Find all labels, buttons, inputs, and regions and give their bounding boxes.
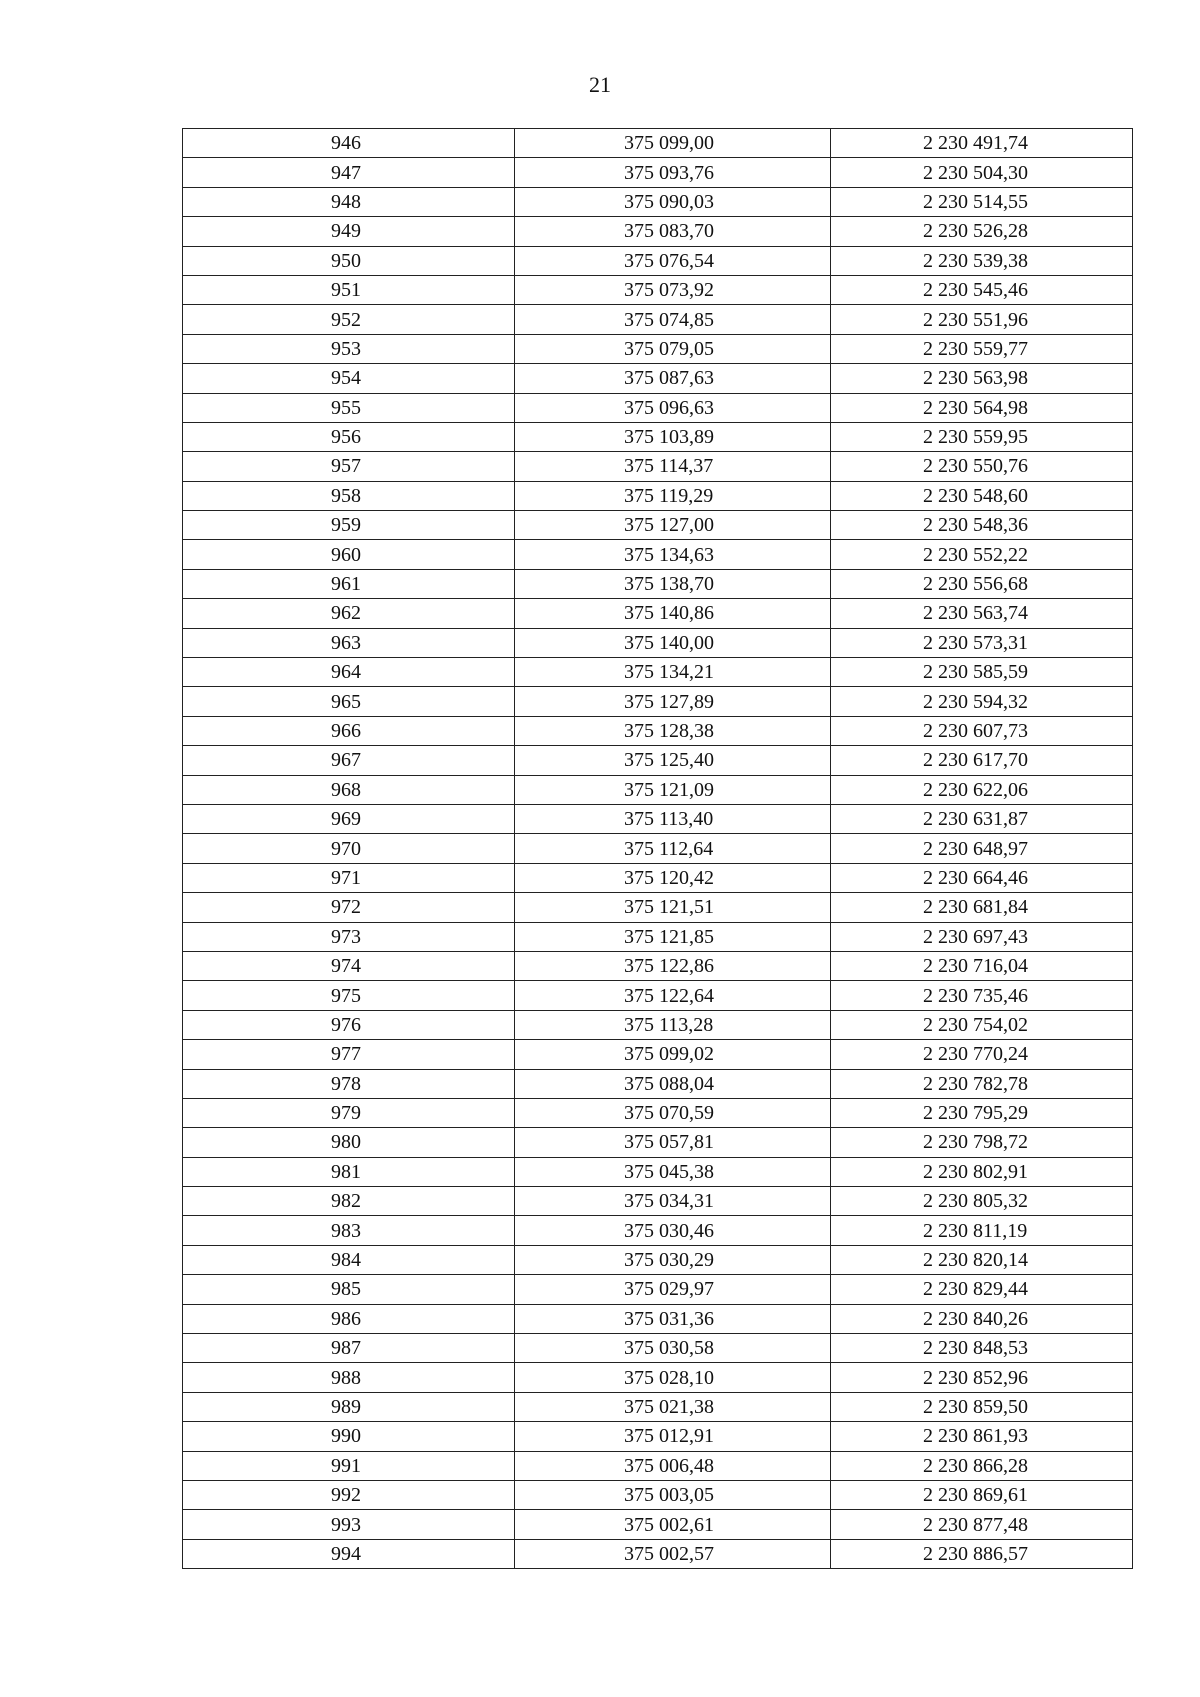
y-coordinate-cell: 2 230 539,38	[831, 246, 1133, 275]
x-coordinate-cell: 375 076,54	[515, 246, 831, 275]
x-coordinate-cell: 375 114,37	[515, 452, 831, 481]
y-coordinate-cell: 2 230 573,31	[831, 628, 1133, 657]
point-number-cell: 959	[183, 511, 515, 540]
x-coordinate-cell: 375 103,89	[515, 422, 831, 451]
coordinates-table-body	[183, 129, 1133, 1569]
point-number-cell: 983	[183, 1216, 515, 1245]
table-row	[183, 540, 1133, 569]
table-row	[183, 246, 1133, 275]
table-row	[183, 834, 1133, 863]
point-number-cell: 970	[183, 834, 515, 863]
table-row	[183, 775, 1133, 804]
point-number-cell: 954	[183, 364, 515, 393]
x-coordinate-cell: 375 012,91	[515, 1422, 831, 1451]
x-coordinate-cell: 375 134,21	[515, 658, 831, 687]
point-number-cell: 948	[183, 187, 515, 216]
x-coordinate-cell: 375 002,61	[515, 1510, 831, 1539]
point-number-cell: 946	[183, 129, 515, 158]
y-coordinate-cell: 2 230 820,14	[831, 1245, 1133, 1274]
point-number-cell: 952	[183, 305, 515, 334]
table-row	[183, 1334, 1133, 1363]
x-coordinate-cell: 375 127,00	[515, 511, 831, 540]
y-coordinate-cell: 2 230 550,76	[831, 452, 1133, 481]
table-row	[183, 1245, 1133, 1274]
table-row	[183, 217, 1133, 246]
y-coordinate-cell: 2 230 548,36	[831, 511, 1133, 540]
x-coordinate-cell: 375 057,81	[515, 1128, 831, 1157]
y-coordinate-cell: 2 230 877,48	[831, 1510, 1133, 1539]
y-coordinate-cell: 2 230 545,46	[831, 275, 1133, 304]
y-coordinate-cell: 2 230 811,19	[831, 1216, 1133, 1245]
point-number-cell: 974	[183, 951, 515, 980]
table-row	[183, 1069, 1133, 1098]
table-row	[183, 334, 1133, 363]
point-number-cell: 994	[183, 1539, 515, 1568]
point-number-cell: 992	[183, 1480, 515, 1509]
point-number-cell: 985	[183, 1275, 515, 1304]
point-number-cell: 979	[183, 1098, 515, 1127]
point-number-cell: 956	[183, 422, 515, 451]
y-coordinate-cell: 2 230 491,74	[831, 129, 1133, 158]
table-row	[183, 951, 1133, 980]
table-row	[183, 569, 1133, 598]
y-coordinate-cell: 2 230 594,32	[831, 687, 1133, 716]
table-row	[183, 1480, 1133, 1509]
y-coordinate-cell: 2 230 556,68	[831, 569, 1133, 598]
x-coordinate-cell: 375 113,40	[515, 804, 831, 833]
point-number-cell: 977	[183, 1040, 515, 1069]
point-number-cell: 968	[183, 775, 515, 804]
point-number-cell: 961	[183, 569, 515, 598]
y-coordinate-cell: 2 230 866,28	[831, 1451, 1133, 1480]
table-row	[183, 746, 1133, 775]
point-number-cell: 978	[183, 1069, 515, 1098]
point-number-cell: 990	[183, 1422, 515, 1451]
point-number-cell: 947	[183, 158, 515, 187]
x-coordinate-cell: 375 074,85	[515, 305, 831, 334]
x-coordinate-cell: 375 083,70	[515, 217, 831, 246]
y-coordinate-cell: 2 230 548,60	[831, 481, 1133, 510]
point-number-cell: 967	[183, 746, 515, 775]
y-coordinate-cell: 2 230 829,44	[831, 1275, 1133, 1304]
coordinates-table	[182, 128, 1133, 1569]
y-coordinate-cell: 2 230 681,84	[831, 893, 1133, 922]
x-coordinate-cell: 375 034,31	[515, 1187, 831, 1216]
point-number-cell: 988	[183, 1363, 515, 1392]
x-coordinate-cell: 375 127,89	[515, 687, 831, 716]
table-row	[183, 1451, 1133, 1480]
y-coordinate-cell: 2 230 735,46	[831, 981, 1133, 1010]
x-coordinate-cell: 375 121,85	[515, 922, 831, 951]
y-coordinate-cell: 2 230 782,78	[831, 1069, 1133, 1098]
table-row	[183, 305, 1133, 334]
table-row	[183, 158, 1133, 187]
x-coordinate-cell: 375 031,36	[515, 1304, 831, 1333]
x-coordinate-cell: 375 113,28	[515, 1010, 831, 1039]
table-row	[183, 393, 1133, 422]
y-coordinate-cell: 2 230 631,87	[831, 804, 1133, 833]
y-coordinate-cell: 2 230 563,98	[831, 364, 1133, 393]
point-number-cell: 957	[183, 452, 515, 481]
table-row	[183, 187, 1133, 216]
x-coordinate-cell: 375 021,38	[515, 1392, 831, 1421]
table-row	[183, 599, 1133, 628]
x-coordinate-cell: 375 088,04	[515, 1069, 831, 1098]
table-row	[183, 716, 1133, 745]
point-number-cell: 955	[183, 393, 515, 422]
point-number-cell: 969	[183, 804, 515, 833]
x-coordinate-cell: 375 134,63	[515, 540, 831, 569]
point-number-cell: 989	[183, 1392, 515, 1421]
table-row	[183, 1304, 1133, 1333]
table-row	[183, 129, 1133, 158]
x-coordinate-cell: 375 140,00	[515, 628, 831, 657]
table-row	[183, 863, 1133, 892]
y-coordinate-cell: 2 230 805,32	[831, 1187, 1133, 1216]
y-coordinate-cell: 2 230 697,43	[831, 922, 1133, 951]
y-coordinate-cell: 2 230 559,95	[831, 422, 1133, 451]
table-row	[183, 1363, 1133, 1392]
y-coordinate-cell: 2 230 859,50	[831, 1392, 1133, 1421]
point-number-cell: 980	[183, 1128, 515, 1157]
y-coordinate-cell: 2 230 622,06	[831, 775, 1133, 804]
point-number-cell: 984	[183, 1245, 515, 1274]
y-coordinate-cell: 2 230 886,57	[831, 1539, 1133, 1568]
x-coordinate-cell: 375 099,00	[515, 129, 831, 158]
x-coordinate-cell: 375 006,48	[515, 1451, 831, 1480]
point-number-cell: 965	[183, 687, 515, 716]
table-row	[183, 922, 1133, 951]
table-row	[183, 452, 1133, 481]
x-coordinate-cell: 375 030,58	[515, 1334, 831, 1363]
y-coordinate-cell: 2 230 551,96	[831, 305, 1133, 334]
point-number-cell: 950	[183, 246, 515, 275]
point-number-cell: 964	[183, 658, 515, 687]
point-number-cell: 958	[183, 481, 515, 510]
table-row	[183, 981, 1133, 1010]
point-number-cell: 991	[183, 1451, 515, 1480]
x-coordinate-cell: 375 028,10	[515, 1363, 831, 1392]
table-row	[183, 511, 1133, 540]
x-coordinate-cell: 375 045,38	[515, 1157, 831, 1186]
table-row	[183, 1539, 1133, 1568]
table-row	[183, 1010, 1133, 1039]
x-coordinate-cell: 375 087,63	[515, 364, 831, 393]
table-row	[183, 628, 1133, 657]
y-coordinate-cell: 2 230 563,74	[831, 599, 1133, 628]
y-coordinate-cell: 2 230 798,72	[831, 1128, 1133, 1157]
x-coordinate-cell: 375 096,63	[515, 393, 831, 422]
x-coordinate-cell: 375 121,09	[515, 775, 831, 804]
x-coordinate-cell: 375 073,92	[515, 275, 831, 304]
table-row	[183, 1392, 1133, 1421]
y-coordinate-cell: 2 230 795,29	[831, 1098, 1133, 1127]
x-coordinate-cell: 375 002,57	[515, 1539, 831, 1568]
table-row	[183, 364, 1133, 393]
point-number-cell: 986	[183, 1304, 515, 1333]
y-coordinate-cell: 2 230 754,02	[831, 1010, 1133, 1039]
table-row	[183, 1510, 1133, 1539]
y-coordinate-cell: 2 230 852,96	[831, 1363, 1133, 1392]
y-coordinate-cell: 2 230 840,26	[831, 1304, 1133, 1333]
table-row	[183, 893, 1133, 922]
x-coordinate-cell: 375 112,64	[515, 834, 831, 863]
x-coordinate-cell: 375 128,38	[515, 716, 831, 745]
x-coordinate-cell: 375 140,86	[515, 599, 831, 628]
point-number-cell: 976	[183, 1010, 515, 1039]
table-row	[183, 1157, 1133, 1186]
y-coordinate-cell: 2 230 648,97	[831, 834, 1133, 863]
y-coordinate-cell: 2 230 770,24	[831, 1040, 1133, 1069]
table-row	[183, 1128, 1133, 1157]
x-coordinate-cell: 375 119,29	[515, 481, 831, 510]
point-number-cell: 975	[183, 981, 515, 1010]
table-row	[183, 804, 1133, 833]
point-number-cell: 973	[183, 922, 515, 951]
table-row	[183, 422, 1133, 451]
point-number-cell: 972	[183, 893, 515, 922]
y-coordinate-cell: 2 230 664,46	[831, 863, 1133, 892]
x-coordinate-cell: 375 070,59	[515, 1098, 831, 1127]
y-coordinate-cell: 2 230 526,28	[831, 217, 1133, 246]
x-coordinate-cell: 375 121,51	[515, 893, 831, 922]
table-row	[183, 658, 1133, 687]
point-number-cell: 971	[183, 863, 515, 892]
x-coordinate-cell: 375 099,02	[515, 1040, 831, 1069]
table-row	[183, 1216, 1133, 1245]
y-coordinate-cell: 2 230 802,91	[831, 1157, 1133, 1186]
y-coordinate-cell: 2 230 848,53	[831, 1334, 1133, 1363]
point-number-cell: 951	[183, 275, 515, 304]
table-row	[183, 687, 1133, 716]
x-coordinate-cell: 375 120,42	[515, 863, 831, 892]
point-number-cell: 981	[183, 1157, 515, 1186]
x-coordinate-cell: 375 003,05	[515, 1480, 831, 1509]
y-coordinate-cell: 2 230 585,59	[831, 658, 1133, 687]
x-coordinate-cell: 375 030,46	[515, 1216, 831, 1245]
x-coordinate-cell: 375 138,70	[515, 569, 831, 598]
y-coordinate-cell: 2 230 617,70	[831, 746, 1133, 775]
point-number-cell: 949	[183, 217, 515, 246]
point-number-cell: 960	[183, 540, 515, 569]
table-row	[183, 1098, 1133, 1127]
x-coordinate-cell: 375 029,97	[515, 1275, 831, 1304]
table-row	[183, 1275, 1133, 1304]
y-coordinate-cell: 2 230 607,73	[831, 716, 1133, 745]
table-row	[183, 275, 1133, 304]
point-number-cell: 966	[183, 716, 515, 745]
y-coordinate-cell: 2 230 552,22	[831, 540, 1133, 569]
table-row	[183, 1187, 1133, 1216]
x-coordinate-cell: 375 122,86	[515, 951, 831, 980]
point-number-cell: 963	[183, 628, 515, 657]
point-number-cell: 962	[183, 599, 515, 628]
table-row	[183, 1040, 1133, 1069]
table-row	[183, 1422, 1133, 1451]
y-coordinate-cell: 2 230 504,30	[831, 158, 1133, 187]
page-number: 21	[589, 72, 611, 97]
point-number-cell: 993	[183, 1510, 515, 1539]
y-coordinate-cell: 2 230 559,77	[831, 334, 1133, 363]
y-coordinate-cell: 2 230 564,98	[831, 393, 1133, 422]
x-coordinate-cell: 375 122,64	[515, 981, 831, 1010]
x-coordinate-cell: 375 030,29	[515, 1245, 831, 1274]
table-row	[183, 481, 1133, 510]
point-number-cell: 953	[183, 334, 515, 363]
x-coordinate-cell: 375 093,76	[515, 158, 831, 187]
y-coordinate-cell: 2 230 716,04	[831, 951, 1133, 980]
y-coordinate-cell: 2 230 869,61	[831, 1480, 1133, 1509]
point-number-cell: 982	[183, 1187, 515, 1216]
x-coordinate-cell: 375 125,40	[515, 746, 831, 775]
x-coordinate-cell: 375 090,03	[515, 187, 831, 216]
x-coordinate-cell: 375 079,05	[515, 334, 831, 363]
y-coordinate-cell: 2 230 514,55	[831, 187, 1133, 216]
point-number-cell: 987	[183, 1334, 515, 1363]
y-coordinate-cell: 2 230 861,93	[831, 1422, 1133, 1451]
